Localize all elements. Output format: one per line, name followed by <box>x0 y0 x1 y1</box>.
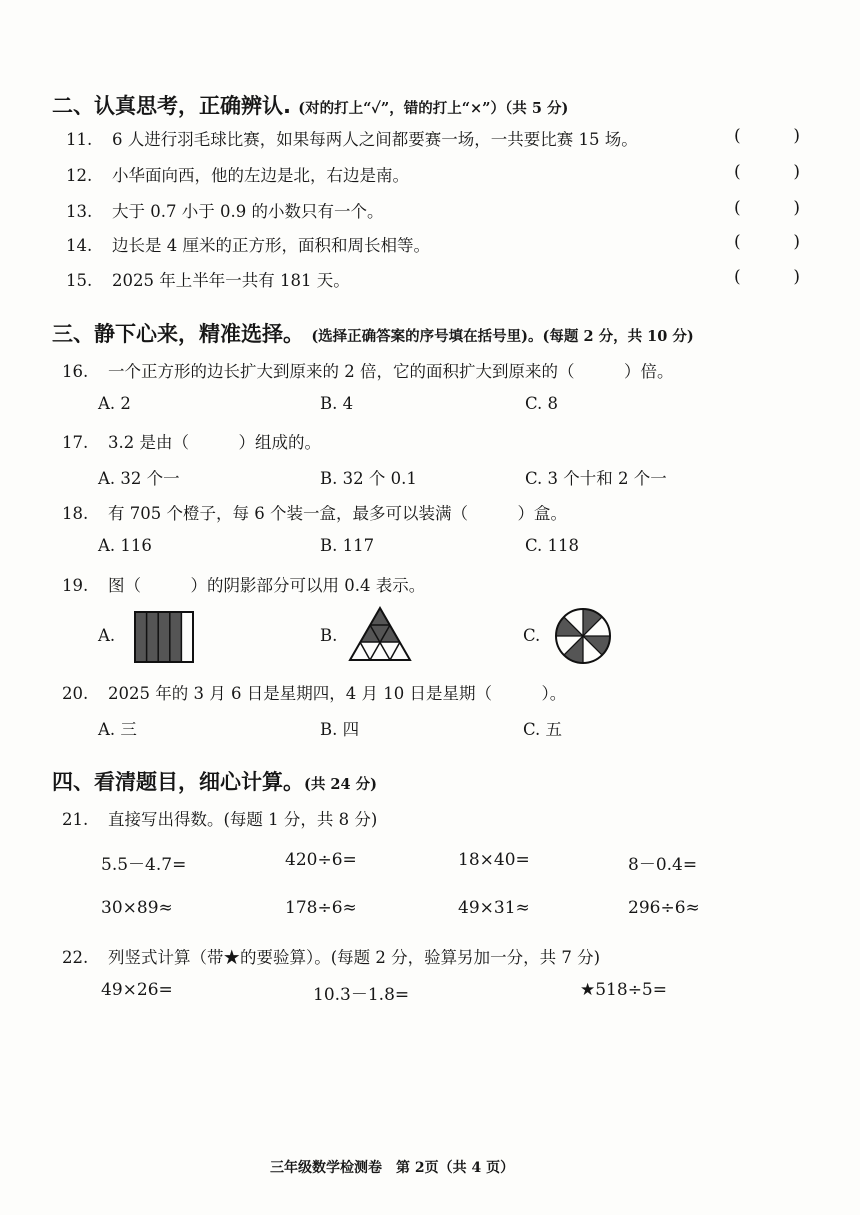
answer-blank-12[interactable] <box>734 162 800 182</box>
question-number: 11. <box>66 130 93 149</box>
question-20 <box>62 680 566 704</box>
question-number: 16. <box>62 362 89 381</box>
option-19-b[interactable]: B. <box>320 626 338 645</box>
answer-blank-13[interactable] <box>734 198 800 218</box>
section-2-heading <box>52 90 568 120</box>
answer-blank-11[interactable] <box>734 126 800 146</box>
calc-21-6[interactable]: 178÷6≈ <box>285 898 357 918</box>
option-18-c[interactable]: C. 118 <box>525 536 580 555</box>
paren-open: ( <box>734 232 741 252</box>
paren-open: ( <box>734 162 741 182</box>
question-number: 18. <box>62 504 89 523</box>
question-number: 21. <box>62 810 89 829</box>
option-17-b[interactable]: B. 32 个 0.1 <box>320 469 417 488</box>
question-text: 一个正方形的边长扩大到原来的 2 倍，它的面积扩大到原来的（ ）倍。 <box>108 362 674 381</box>
option-19-c[interactable]: C. <box>523 626 541 645</box>
option-18-a[interactable]: A. 116 <box>98 536 152 555</box>
question-16 <box>62 358 674 382</box>
calc-21-5[interactable]: 30×89≈ <box>101 898 173 918</box>
question-text: 2025 年的 3 月 6 日是星期四，4 月 10 日是星期（ ）。 <box>108 684 567 703</box>
paren-close: ) <box>793 267 800 287</box>
paren-close: ) <box>793 198 800 218</box>
section-2-title: 二、认真思考，正确辨认. <box>52 94 291 118</box>
section-4-title: 四、看清题目，细心计算。 <box>52 770 304 794</box>
calc-21-2[interactable]: 420÷6= <box>285 850 357 870</box>
question-number: 15. <box>66 271 93 290</box>
question-11 <box>66 126 638 150</box>
calc-21-8[interactable]: 296÷6≈ <box>628 898 700 918</box>
question-12 <box>66 162 409 186</box>
question-number: 17. <box>62 433 89 452</box>
question-22 <box>62 944 600 968</box>
calc-21-1[interactable]: 5.5－4.7= <box>101 855 187 875</box>
figure-a-grid <box>134 611 194 663</box>
section-4-note: (共 24 分) <box>304 776 377 793</box>
question-text: 小华面向西，他的左边是北，右边是南。 <box>112 166 409 185</box>
question-14 <box>66 232 430 256</box>
vertical-calc-3[interactable]: ★518÷5= <box>580 980 667 1000</box>
question-text: 3.2 是由（ ）组成的。 <box>108 433 321 452</box>
calc-21-4[interactable]: 8－0.4= <box>628 855 698 875</box>
paren-open: ( <box>734 126 741 146</box>
question-number: 20. <box>62 684 89 703</box>
question-number: 19. <box>62 576 89 595</box>
section-3-title: 三、静下心来，精准选择。 <box>52 322 304 346</box>
option-16-a[interactable]: A. 2 <box>98 394 131 413</box>
option-16-c[interactable]: C. 8 <box>525 394 559 413</box>
option-20-c[interactable]: C. 五 <box>523 720 563 739</box>
section-3-heading <box>52 318 694 348</box>
page-footer: 三年级数学检测卷 第 2页（共 4 页） <box>270 1160 515 1176</box>
question-text: 6 人进行羽毛球比赛，如果每两人之间都要赛一场，一共要比赛 15 场。 <box>112 130 638 149</box>
section-2-note: (对的打上“✓”，错的打上“×”）（共 5 分) <box>298 100 569 117</box>
question-number: 22. <box>62 948 89 967</box>
option-19-a[interactable]: A. <box>98 626 116 645</box>
vertical-calc-1[interactable]: 49×26= <box>101 980 173 1000</box>
answer-blank-14[interactable] <box>734 232 800 252</box>
section-4-heading <box>52 766 377 796</box>
question-number: 12. <box>66 166 93 185</box>
question-19 <box>62 572 425 596</box>
calc-21-7[interactable]: 49×31≈ <box>458 898 530 918</box>
question-17 <box>62 429 321 453</box>
question-number: 14. <box>66 236 93 255</box>
question-18 <box>62 500 567 524</box>
paren-close: ) <box>793 162 800 182</box>
calc-21-3[interactable]: 18×40= <box>458 850 530 870</box>
question-13 <box>66 198 383 222</box>
question-text: 有 705 个橙子，每 6 个装一盒，最多可以装满（ ）盒。 <box>108 504 567 523</box>
section-3-note: (选择正确答案的序号填在括号里)。(每题 2 分，共 10 分) <box>311 328 694 345</box>
paren-open: ( <box>734 198 741 218</box>
option-17-a[interactable]: A. 32 个一 <box>98 469 180 488</box>
paren-open: ( <box>734 267 741 287</box>
question-text: 2025 年上半年一共有 181 天。 <box>112 271 350 290</box>
option-20-a[interactable]: A. 三 <box>98 720 137 739</box>
question-text: 边长是 4 厘米的正方形，面积和周长相等。 <box>112 236 430 255</box>
option-16-b[interactable]: B. 4 <box>320 394 354 413</box>
answer-blank-15[interactable] <box>734 267 800 287</box>
figure-c-circle <box>554 607 612 665</box>
option-20-b[interactable]: B. 四 <box>320 720 360 739</box>
figure-b-triangle <box>348 606 412 662</box>
question-text: 直接写出得数。(每题 1 分，共 8 分) <box>108 810 378 829</box>
paren-close: ) <box>793 126 800 146</box>
option-17-c[interactable]: C. 3 个十和 2 个一 <box>525 469 667 488</box>
vertical-calc-2[interactable]: 10.3－1.8= <box>313 985 410 1005</box>
question-text: 列竖式计算（带★的要验算）。(每题 2 分，验算另加一分，共 7 分) <box>108 948 601 967</box>
paren-close: ) <box>793 232 800 252</box>
question-text: 图（ ）的阴影部分可以用 0.4 表示。 <box>108 576 426 595</box>
question-21 <box>62 806 377 830</box>
question-15 <box>66 267 350 291</box>
option-18-b[interactable]: B. 117 <box>320 536 375 555</box>
question-text: 大于 0.7 小于 0.9 的小数只有一个。 <box>112 202 384 221</box>
question-number: 13. <box>66 202 93 221</box>
